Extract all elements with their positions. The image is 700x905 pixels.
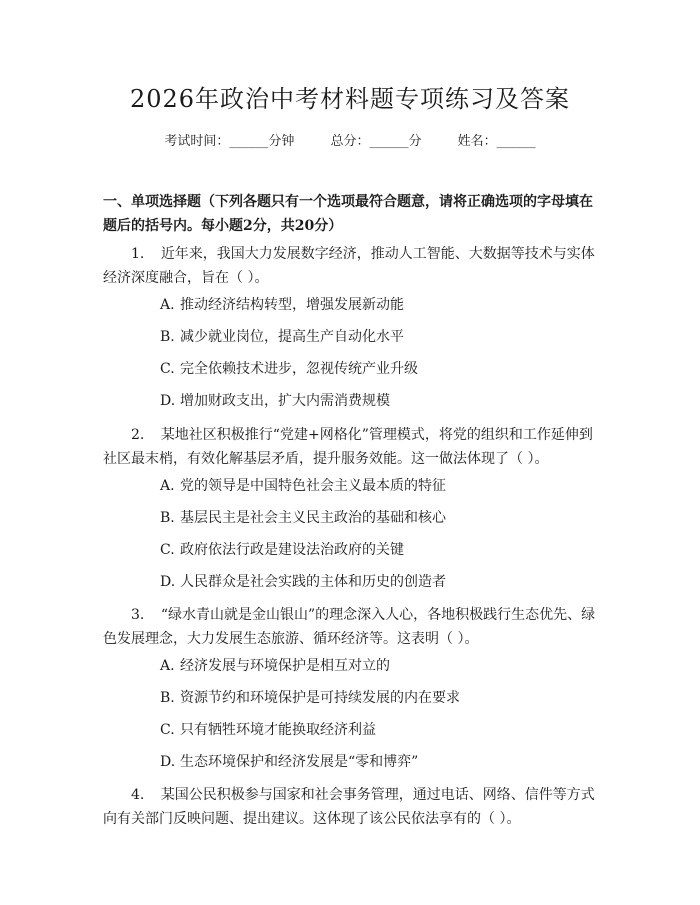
option-letter: C. <box>160 361 175 377</box>
option-letter: C. <box>160 722 175 738</box>
option-2c <box>160 540 600 560</box>
option-text: 生态环境保护和经济发展是“零和博弈” <box>180 754 419 770</box>
option-1d <box>160 391 600 411</box>
option-1a <box>160 295 600 315</box>
option-text: 基层民主是社会主义民主政治的基础和核心 <box>180 510 446 526</box>
option-text: 政府依法行政是建设法治政府的关键 <box>180 542 404 558</box>
option-letter: D. <box>160 754 176 770</box>
option-letter: D. <box>160 574 176 590</box>
option-letter: D. <box>160 393 176 409</box>
question-number: 4. <box>131 787 145 803</box>
option-letter: A. <box>160 478 175 494</box>
exam-meta <box>0 132 700 152</box>
option-3d <box>160 752 600 772</box>
question-4 <box>103 783 603 831</box>
option-text: 党的领导是中国特色社会主义最本质的特征 <box>180 478 446 494</box>
option-text: 经济发展与环境保护是相互对立的 <box>180 658 390 674</box>
exam-time-field: 考试时间：______分钟 <box>164 134 295 149</box>
total-score-field: 总分：______分 <box>330 134 422 149</box>
option-3b <box>160 688 600 708</box>
option-2b <box>160 508 600 528</box>
option-letter: B. <box>160 329 175 345</box>
option-3c <box>160 720 600 740</box>
question-3 <box>103 603 603 651</box>
option-text: 完全依赖技术进步，忽视传统产业升级 <box>180 361 418 377</box>
option-text: 推动经济结构转型，增强发展新动能 <box>180 297 404 313</box>
question-number: 2. <box>131 427 145 443</box>
question-stem: 某国公民积极参与国家和社会事务管理，通过电话、网络、信件等方式向有关部门反映问题、提出建议。这体现了该公民依法享有的（ ）。 <box>103 787 595 827</box>
question-1 <box>103 242 603 290</box>
option-letter: A. <box>160 297 175 313</box>
question-stem: 近年来，我国大力发展数字经济，推动人工智能、大数据等技术与实体经济深度融合，旨在（ ）。 <box>103 246 595 286</box>
option-text: 人民群众是社会实践的主体和历史的创造者 <box>180 574 446 590</box>
question-number: 3. <box>131 607 145 623</box>
option-letter: C. <box>160 542 175 558</box>
option-1c <box>160 359 600 379</box>
option-text: 只有牺牲环境才能换取经济利益 <box>180 722 376 738</box>
option-letter: B. <box>160 510 175 526</box>
option-2d <box>160 572 600 592</box>
option-2a <box>160 476 600 496</box>
question-stem: 某地社区积极推行“党建+网格化”管理模式，将党的组织和工作延伸到社区最末梢，有效化解基层矛盾，提升服务效能。这一做法体现了（ ）。 <box>103 427 593 467</box>
option-1b <box>160 327 600 347</box>
question-stem: “绿水青山就是金山银山”的理念深入人心，各地积极践行生态优先、绿色发展理念，大力发展生态旅游、循环经济等。这表明（ ）。 <box>103 607 596 647</box>
section-heading: 一、单项选择题（下列各题只有一个选项最符合题意，请将正确选项的字母填在题后的括号内。每小题2分，共20分） <box>103 194 593 234</box>
option-text: 资源节约和环境保护是可持续发展的内在要求 <box>180 690 460 706</box>
option-letter: A. <box>160 658 175 674</box>
question-2 <box>103 423 603 471</box>
option-letter: B. <box>160 690 175 706</box>
question-number: 1. <box>131 246 145 262</box>
student-name-field: 姓名：______ <box>457 134 536 149</box>
document-title: 2026年政治中考材料题专项练习及答案 <box>129 85 571 113</box>
option-3a <box>160 656 600 676</box>
option-text: 减少就业岗位，提高生产自动化水平 <box>180 329 404 345</box>
option-text: 增加财政支出，扩大内需消费规模 <box>180 393 390 409</box>
